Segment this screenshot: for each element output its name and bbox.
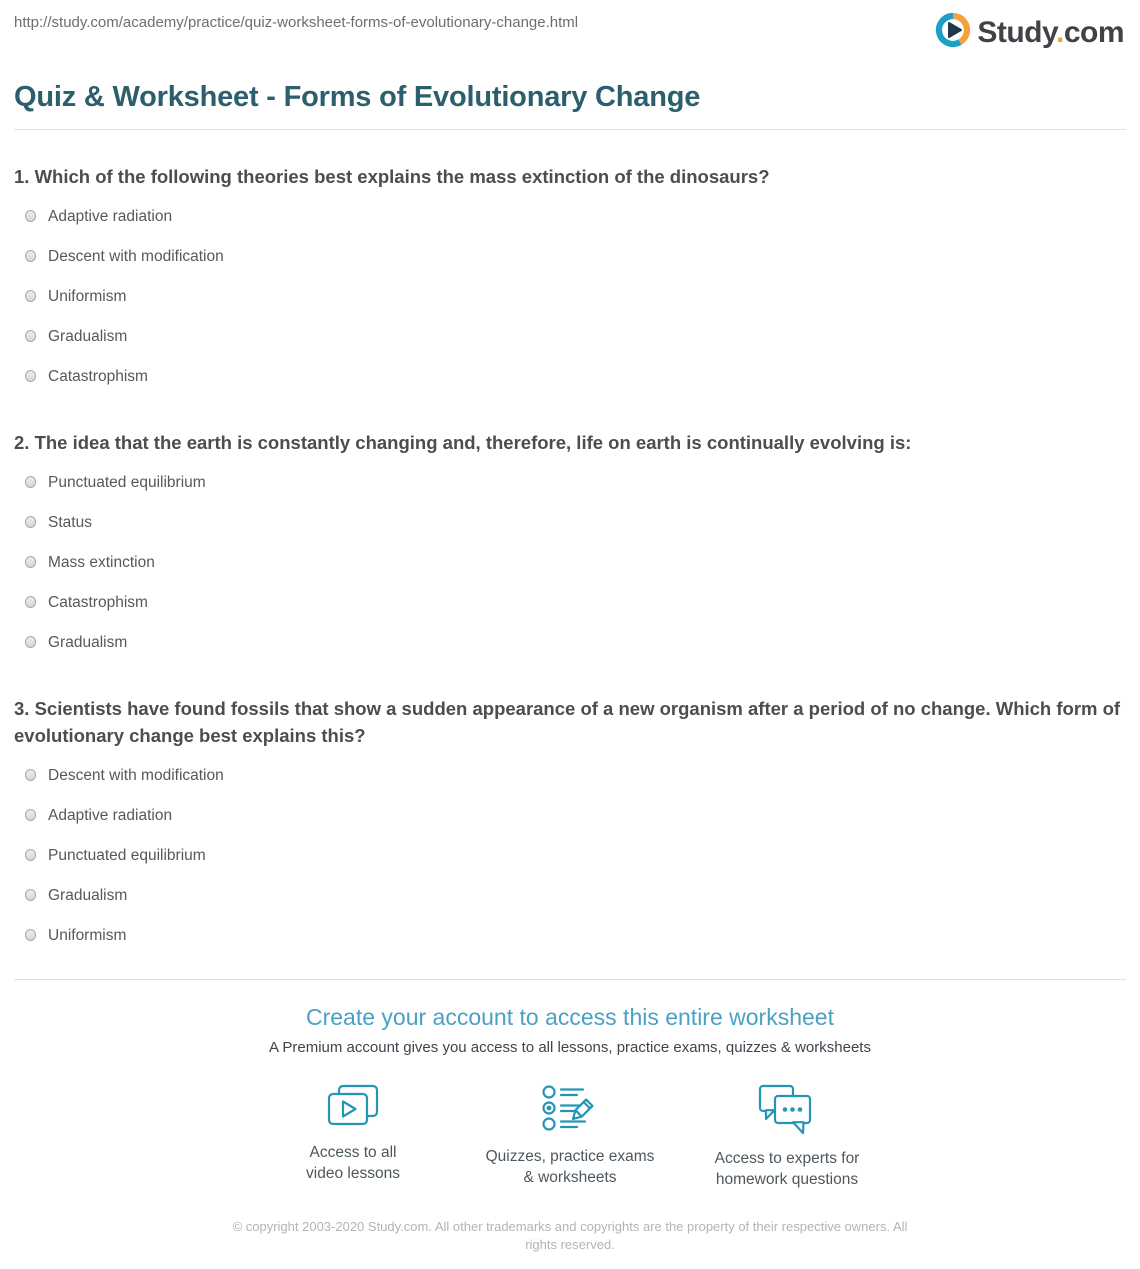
answer-option[interactable] xyxy=(14,622,1126,662)
answer-option[interactable] xyxy=(14,502,1126,542)
answer-option[interactable] xyxy=(14,542,1126,582)
question-text: 2. The idea that the earth is constantly changing and, therefore, life on earth is continually evolving is: xyxy=(14,432,912,453)
feature-label: Quizzes, practice exams & worksheets xyxy=(485,1148,655,1186)
radio-button[interactable] xyxy=(25,330,36,342)
question-text: 1. Which of the following theories best explains the mass extinction of the dinosaurs? xyxy=(14,166,770,187)
radio-button[interactable] xyxy=(25,250,36,262)
answer-option[interactable] xyxy=(14,835,1126,875)
radio-button[interactable] xyxy=(25,210,36,222)
question-3 xyxy=(14,695,1126,955)
answer-option[interactable] xyxy=(14,276,1126,316)
question-3-options xyxy=(14,755,1126,955)
video-lessons-icon xyxy=(326,1084,380,1130)
answer-option[interactable] xyxy=(14,915,1126,955)
option-label: Uniformism xyxy=(48,287,127,305)
option-label: Gradualism xyxy=(48,327,128,345)
option-label: Status xyxy=(48,513,92,531)
option-label: Punctuated equilibrium xyxy=(48,846,206,864)
radio-button[interactable] xyxy=(25,596,36,608)
feature-video-lessons xyxy=(258,1084,448,1190)
question-text: 3. Scientists have found fossils that show a sudden appearance of a new organism after a period of no change. Which form of evolutionary change best explains this? xyxy=(14,698,1121,746)
feature-label: Access to all video lessons xyxy=(306,1144,400,1182)
radio-button[interactable] xyxy=(25,769,36,781)
option-label: Mass extinction xyxy=(48,553,155,571)
feature-expert-help xyxy=(692,1084,882,1190)
option-label: Catastrophism xyxy=(48,367,148,385)
create-account-link[interactable]: Create your account to access this entire worksheet xyxy=(306,1004,834,1030)
radio-button[interactable] xyxy=(25,929,36,941)
radio-button[interactable] xyxy=(25,516,36,528)
answer-option[interactable] xyxy=(14,236,1126,276)
question-2 xyxy=(14,429,1126,662)
radio-button[interactable] xyxy=(25,636,36,648)
page-title: Quiz & Worksheet - Forms of Evolutionary Change xyxy=(14,81,701,113)
premium-subheading: A Premium account gives you access to all lessons, practice exams, quizzes & worksheets xyxy=(269,1039,871,1056)
radio-button[interactable] xyxy=(25,889,36,901)
question-2-options xyxy=(14,462,1126,662)
option-label: Uniformism xyxy=(48,926,127,944)
feature-label: Access to experts for homework questions xyxy=(714,1150,860,1188)
page-header xyxy=(0,0,1140,53)
chat-experts-icon xyxy=(758,1084,816,1136)
studycom-logo[interactable] xyxy=(935,12,1124,53)
answer-option[interactable] xyxy=(14,356,1126,396)
radio-button[interactable] xyxy=(25,370,36,382)
radio-button[interactable] xyxy=(25,556,36,568)
title-divider xyxy=(14,129,1126,130)
radio-button[interactable] xyxy=(25,809,36,821)
answer-option[interactable] xyxy=(14,582,1126,622)
radio-button[interactable] xyxy=(25,849,36,861)
option-label: Descent with modification xyxy=(48,247,224,265)
question-1 xyxy=(14,163,1126,396)
option-label: Gradualism xyxy=(48,633,128,651)
answer-option[interactable] xyxy=(14,462,1126,502)
quiz-questions xyxy=(0,163,1140,955)
copyright-notice: © copyright 2003-2020 Study.com. All other trademarks and copyrights are the property of their respective owners. All rights reserved. xyxy=(232,1219,908,1252)
page-url: http://study.com/academy/practice/quiz-worksheet-forms-of-evolutionary-change.html xyxy=(14,14,579,31)
option-label: Adaptive radiation xyxy=(48,806,173,824)
answer-option[interactable] xyxy=(14,755,1126,795)
question-1-options xyxy=(14,196,1126,396)
radio-button[interactable] xyxy=(25,476,36,488)
feature-list xyxy=(0,1084,1140,1190)
create-account-section xyxy=(0,980,1140,1254)
option-label: Catastrophism xyxy=(48,593,148,611)
answer-option[interactable] xyxy=(14,795,1126,835)
quiz-worksheet-icon xyxy=(540,1084,600,1134)
option-label: Adaptive radiation xyxy=(48,207,173,225)
feature-quizzes-worksheets xyxy=(475,1084,665,1190)
answer-option[interactable] xyxy=(14,196,1126,236)
studycom-play-icon xyxy=(935,12,971,53)
answer-option[interactable] xyxy=(14,875,1126,915)
radio-button[interactable] xyxy=(25,290,36,302)
option-label: Gradualism xyxy=(48,886,128,904)
studycom-logo-text: Study.com xyxy=(977,15,1124,49)
answer-option[interactable] xyxy=(14,316,1126,356)
option-label: Punctuated equilibrium xyxy=(48,473,206,491)
option-label: Descent with modification xyxy=(48,766,224,784)
